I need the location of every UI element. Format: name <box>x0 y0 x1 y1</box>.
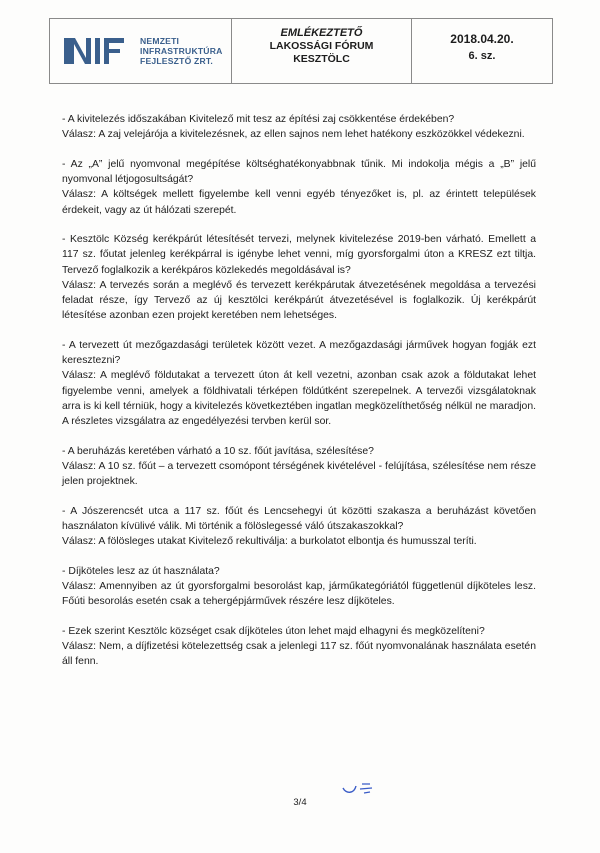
qa-block-7 <box>62 564 536 610</box>
question-text: - Díjköteles lesz az út használata? <box>62 565 220 577</box>
qa-block-5 <box>62 444 536 490</box>
logo-line-1: NEMZETI <box>140 36 180 46</box>
initials-signature-icon <box>340 778 390 798</box>
question-text: - A kivitelezés időszakában Kivitelező mit tesz az építési zaj csökkentése érdekében? <box>62 114 455 125</box>
qa-block-3 <box>62 232 536 323</box>
question-text: - A Jószerencsét utca a 117 sz. főút és Lencsehegyi út közötti szakasza a beruházást követően használaton kívülivé válik. Mi történik a fölöslegessé váló útszakaszokkal? <box>62 505 536 532</box>
qa-block-6 <box>62 504 536 550</box>
question-text: - Ezek szerint Kesztölc községet csak díjköteles úton lehet majd elhagyni és megközelíteni? <box>62 625 485 637</box>
document-header <box>49 18 553 84</box>
answer-text: Válasz: A költségek mellett figyelembe kell venni egyéb tényezőket is, pl. az érintett települések érdekeit, vagy az út hálózati szerepét. <box>62 189 536 216</box>
question-text: - A beruházás keretében várható a 10 sz. főút javítása, szélesítése? <box>62 445 374 457</box>
logo-cell <box>50 19 232 83</box>
qa-block-1 <box>62 112 536 142</box>
answer-text: Válasz: A zaj velejárója a kivitelezésnek, az ellen sajnos nem lehet hatékony eszközökkel védekezni. <box>62 129 525 141</box>
document-number: 6. sz. <box>468 50 496 62</box>
page-number: 3/4 <box>293 797 307 808</box>
answer-text: Válasz: A 10 sz. főút – a tervezett csomópont térségének kivételével - felújítása, szélesítése nem része jelen projektnek. <box>62 460 536 488</box>
nif-logo-icon <box>62 34 134 68</box>
title-cell <box>232 19 412 83</box>
qa-block-8 <box>62 624 536 670</box>
location-name: KESZTÖLC <box>293 53 350 65</box>
question-text: - Az „A” jelű nyomvonal megépítése költséghatékonyabbnak tűnik. Mi indokolja mégis a „B” jelű nyomvonal létjogosultságát? <box>62 158 536 186</box>
answer-text: Válasz: Nem, a díjfizetési kötelezettség csak a jelenlegi 117 sz. főút nyomvonalának használata esetén áll fenn. <box>62 641 536 668</box>
forum-name: LAKOSSÁGI FÓRUM <box>269 40 374 52</box>
answer-text: Válasz: A meglévő földutakat a tervezett úton át kell vezetni, azonban csak azok a földutakat lehet figyelembe venni, amelyek a földhivatali térképen földútként szerepelnek. A tervezői vizsgálatoknak arra is ki kell térniük, hogy a kivitelezés következtében ingatlan megközelíthetőség nélkül ne maradjon. A részletes vizsgálatra az engedélyezési tervben kerül sor. <box>62 370 536 427</box>
logo-text <box>140 36 223 66</box>
logo-line-3: FEJLESZTŐ ZRT. <box>140 56 213 66</box>
question-text: - A tervezett út mezőgazdasági területek között vezet. A mezőgazdasági járművek hogyan fogják ezt keresztezni? <box>62 339 536 367</box>
document-title: EMLÉKEZTETŐ <box>280 27 363 39</box>
document-body <box>62 112 536 684</box>
qa-block-2 <box>62 157 536 218</box>
answer-text: Válasz: Amennyiben az út gyorsforgalmi besorolást kap, járműkategóriától függetlenül díjköteles lesz. Főúti besorolás esetén csak a tehergépjárművek részére lesz díjköteles. <box>62 581 536 608</box>
question-text: - Kesztölc Község kerékpárút létesítését tervezi, melynek kivitelezése 2019-ben várható. Emellett a 117 sz. főutat jelenleg kerékpárral is igénybe lehet venni, míg gyorsforgalmi úton a KRESZ ezt tiltja. Tervező foglalkozik a kerékpáros közlekedés megoldásával is? <box>62 234 536 276</box>
logo-line-2: INFRASTRUKTÚRA <box>140 46 223 56</box>
answer-text: Válasz: A tervezés során a meglévő és tervezett kerékpárutak átvezetésének megoldása a tervezési feladat része, így Tervező az új kesztölci kerékpárút átvezetésével is foglalkozik. Új kerékpárút létesítése azonban ezen projekt keretében nem lehetséges. <box>62 279 536 322</box>
qa-block-4 <box>62 338 536 429</box>
meta-cell <box>412 19 552 83</box>
document-date: 2018.04.20. <box>450 32 514 46</box>
answer-text: Válasz: A fölösleges utakat Kivitelező rekultiválja: a burkolatot elbontja és humusszal teríti. <box>62 536 477 548</box>
